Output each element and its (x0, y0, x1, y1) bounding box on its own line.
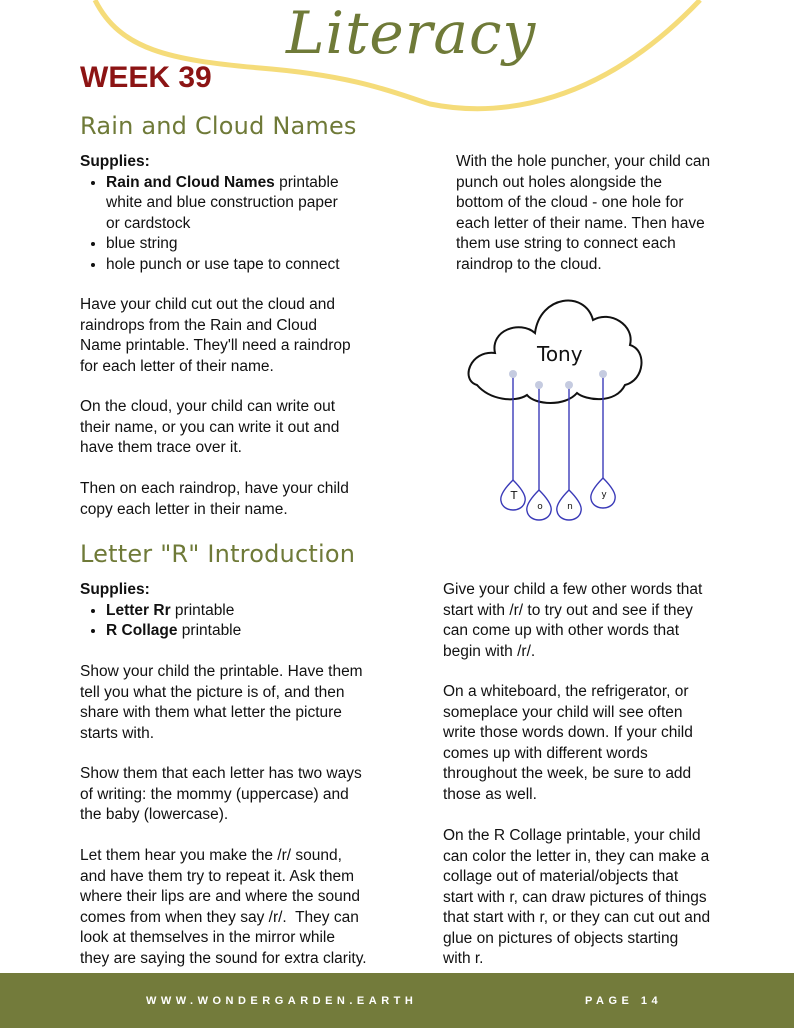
paragraph: With the hole puncher, your child can punch out holes alongside the bottom of the cloud - one hole for each letter of their name. Then have them use string to connect each raindrop to the cloud. (456, 153, 711, 273)
footer-bar (0, 973, 794, 1028)
supplies-label: Supplies: (80, 153, 150, 170)
page-number: PAGE 14 (585, 995, 663, 1007)
list-item: • hole punch or use tape to connect (106, 255, 420, 276)
paragraph: Give your child a few other words that start with /r/ to try out and see if they can come up with other words that begin with /r/. (443, 581, 703, 660)
week-label: WEEK 39 (80, 61, 212, 94)
supplies-block-2 (80, 580, 420, 642)
paragraph: On the cloud, your child can write out their name, or you can write it out and have them trace over it. (80, 398, 340, 456)
section-heading-rain-cloud: Rain and Cloud Names (80, 112, 357, 140)
drop-letter: o (537, 502, 543, 512)
literacy-script-title: Literacy (286, 0, 537, 67)
drop-letter: n (567, 502, 573, 512)
paragraph: Show them that each letter has two ways of writing: the mommy (uppercase) and the baby (lowercase). (80, 765, 362, 823)
section-heading-letter-r: Letter "R" Introduction (80, 540, 356, 568)
supplies-label: Supplies: (80, 581, 150, 598)
list-item: • Rain and Cloud Names printable white and blue construction paper or cardstock (106, 173, 420, 235)
drop-letter: T (510, 489, 518, 502)
list-item: • blue string (106, 234, 420, 255)
paragraph: On a whiteboard, the refrigerator, or someplace your child will see often write those words down. If your child comes up with different words throughout the week, be sure to add those as well. (443, 683, 693, 803)
paragraph: Then on each raindrop, have your child copy each letter in their name. (80, 480, 349, 518)
list-item: • Letter Rr printable (106, 601, 420, 622)
paragraph: Show your child the printable. Have them tell you what the picture is of, and then share with them what letter the picture starts with. (80, 663, 363, 742)
list-item: • R Collage printable (106, 621, 420, 642)
paragraph: Have your child cut out the cloud and raindrops from the Rain and Cloud Name printable. They'll need a raindrop for each letter of their name. (80, 296, 351, 375)
supplies-list (80, 601, 420, 642)
supplies-block-1 (80, 152, 420, 275)
drop-letter: y (601, 490, 607, 500)
paragraph: On the R Collage printable, your child can color the letter in, they can make a collage out of material/objects that start with r, can draw pictures of things that start with r, or they can cut out and glue on pictures of objects starting with r. (443, 827, 711, 967)
paragraph: Let them hear you make the /r/ sound, and have them try to repeat it. Ask them where their lips are and where the sound comes from when they say /r/. They can look at themselves in the mirror while they are saying the sound for extra clarity. (80, 847, 367, 967)
supplies-list (80, 173, 420, 276)
rain-cloud-illustration (465, 285, 645, 525)
website-link[interactable]: WWW.WONDERGARDEN.EARTH (146, 995, 418, 1007)
cloud-name: Tony (537, 342, 583, 366)
